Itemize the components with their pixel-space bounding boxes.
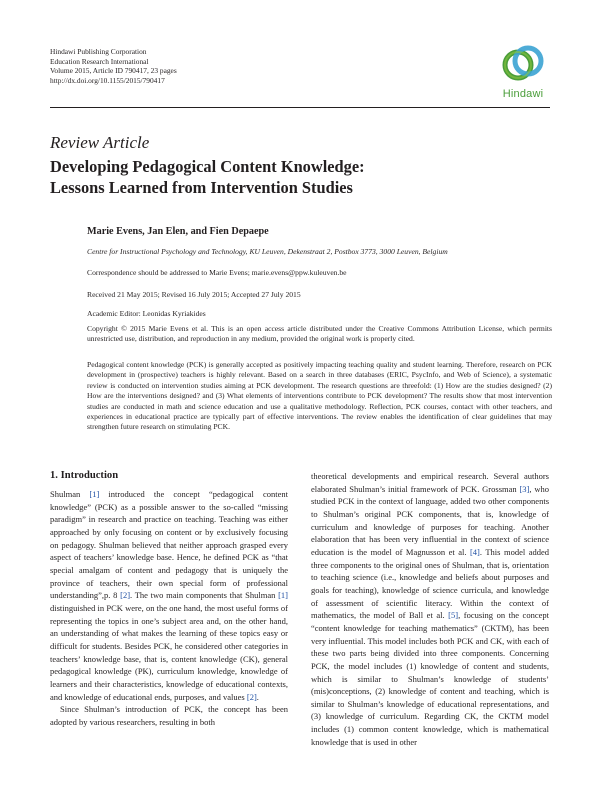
header-divider	[50, 107, 550, 108]
citation-link[interactable]: [5]	[448, 610, 459, 621]
body-text: Shulman	[50, 489, 90, 499]
body-text: distinguished in PCK were, on the one hand, the most useful forms of representing the topics in one’s subject area and, on the other hand, an understanding of what makes the learning of these topics easy or difficult for students. Besides PCK, he considered other categories in teachers’ knowledge base, that is, content knowledge (CK), general pedagogical knowledge (PK), curriculum knowledge, knowledge of learners and their characteristics, knowledge of educational contexts, and knowledge of educational ends, purposes, and values	[50, 602, 288, 702]
article-title	[50, 156, 530, 198]
title-line-2: Lessons Learned from Intervention Studies	[50, 178, 353, 197]
citation-link[interactable]: [2]	[246, 691, 257, 702]
body-column-right	[311, 470, 549, 748]
affiliation: Centre for Instructional Psychology and Technology, KU Leuven, Dekenstraat 2, Postbox 3773, 3000 Leuven, Belgium	[87, 247, 448, 256]
publisher-name: Hindawi Publishing Corporation	[50, 47, 147, 56]
doi-link[interactable]: http://dx.doi.org/10.1155/2015/790417	[50, 75, 165, 85]
body-text: theoretical developments and empirical research. Several authors elaborated Shulman’s initial framework of PCK. Grossman	[311, 471, 549, 494]
citation-link[interactable]: [3]	[519, 483, 530, 494]
body-text: . The two main components that Shulman	[130, 590, 279, 601]
body-text: . This model added three components to the original ones of Shulman, that is, orientation to teaching science (i.e., knowledge and beliefs about purposes and goals for teaching), knowledge of science curricula, and knowledge of assessment of scientific literacy. Within the context of mathematics, the model of Ball et al.	[311, 546, 549, 621]
publication-dates: Received 21 May 2015; Revised 16 July 2015; Accepted 27 July 2015	[87, 290, 301, 299]
journal-header	[50, 47, 177, 85]
copyright-notice: Copyright © 2015 Marie Evens et al. This is an open access article distributed under the Creative Commons Attribution License, which permits unrestricted use, distribution, and reproduction in any medium, provided the original work is properly cited.	[87, 324, 552, 344]
citation-link[interactable]: [4]	[469, 546, 480, 557]
body-text: , who studied PCK in the context of language, added two other components to Shulman’s original PCK components, that is, knowledge of curriculum and knowledge of purposes for teaching. Another elaboration that has been very influential in the context of science education is the model of Magnusson et al.	[311, 483, 549, 557]
academic-editor: Academic Editor: Leonidas Kyriakides	[87, 309, 206, 318]
citation-link[interactable]: [2]	[120, 590, 131, 601]
body-text: introduced the concept “pedagogical content knowledge” (PCK) as a possible answer to the so-called “missing paradigm” in research and practice on teaching. Teaching was either approached by only focusing on content or by exclusively focusing on pedagogy. Shulman believed that neither approach grasped every aspect of teachers’ knowledge base. Hence, he defined PCK as “that special amalgam of content and pedagogy that is uniquely the province of teachers, their own special form of professional understanding”,p. 8	[50, 489, 288, 601]
hindawi-logo	[497, 38, 549, 104]
journal-name: Education Research International	[50, 56, 149, 66]
title-line-1: Developing Pedagogical Content Knowledge:	[50, 157, 365, 176]
body-paragraph	[50, 703, 288, 728]
body-paragraph	[311, 470, 549, 748]
citation-link[interactable]: [1]	[278, 590, 288, 601]
body-paragraph	[50, 488, 288, 703]
body-text: Since Shulman’s introduction of PCK, the concept has been adopted by various researchers, resulting in both	[50, 704, 288, 727]
author-list: Marie Evens, Jan Elen, and Fien Depaepe	[87, 226, 269, 237]
section-title: 1. Introduction	[50, 470, 119, 481]
body-column-left	[50, 488, 288, 728]
article-type: Review Article	[50, 133, 150, 152]
correspondence: Correspondence should be addressed to Marie Evens; marie.evens@ppw.kuleuven.be	[87, 268, 347, 277]
hindawi-logo-text: Hindawi	[502, 88, 544, 100]
body-text: .	[256, 691, 259, 702]
hindawi-logo-icon	[497, 38, 549, 88]
citation-link[interactable]: [1]	[89, 489, 100, 499]
volume-info: Volume 2015, Article ID 790417, 23 pages	[50, 66, 177, 76]
abstract: Pedagogical content knowledge (PCK) is generally accepted as positively impacting teaching quality and student learning. Therefore, research on PCK development in (prospective) teachers is highly relevant. Based on a search in three databases (ERIC, PsycInfo, and Web of Science), a systematic review is conducted on intervention studies aiming at PCK development. The research questions are threefold: (1) How are the studies designed? (2) How are the interventions designed? and (3) What elements of interventions contribute to PCK development? The results show that most intervention studies are conducted in math and science education and use a qualitative methodology. Reflection, PCK courses, contact with other teachers, and experiences in educational practice are typically part of effective interventions. The review enables the identification of clear guidelines that may strengthen future research on stimulating PCK.	[87, 360, 552, 432]
body-text: , focusing on the concept “content knowledge for teaching mathematics” (CKTM), has been very influential. This model includes both PCK and CK, with each of these two parts being divided into three components. Concerning PCK, the model includes (1) knowledge of content and students, which is similar to Shulman’s knowledge of students’ (mis)conceptions, (2) knowledge of content and teaching, which is similar to Shulman’s knowledge of educational representations, and (3) knowledge of curriculum. Regarding CK, the CKTM model includes (1) common content knowledge, which is mathematical knowledge that is used in other	[311, 610, 549, 747]
